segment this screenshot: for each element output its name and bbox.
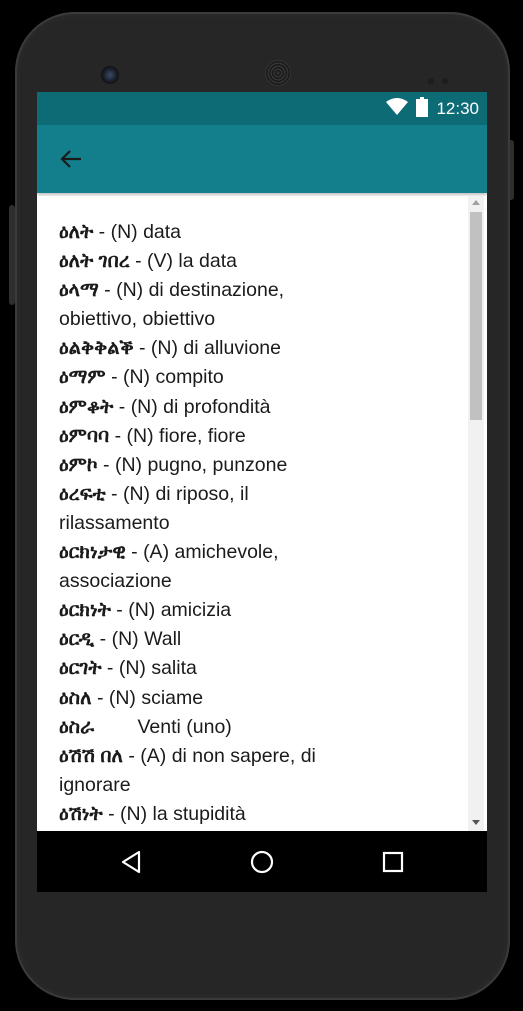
scrollbar-thumb[interactable] [470,212,482,420]
list-item[interactable] [59,393,359,422]
navigation-bar [37,831,487,892]
list-item[interactable] [59,451,359,480]
entry-definition: - (N) fiore, fiore [109,424,246,447]
nav-recents-button[interactable] [373,843,413,881]
entry-definition: - (N) Wall [94,628,182,651]
entry-term: ዕሽሽ በለ [59,744,123,767]
entry-term: ዕለት ገበረ [59,250,130,273]
app-bar [37,125,487,193]
entries-list [59,218,459,829]
entry-term: ዕምቆት [59,395,114,418]
entry-definition: - (N) salita [101,657,197,680]
list-item[interactable] [59,247,359,276]
arrow-left-icon [60,149,82,169]
entry-term: ዕስለ [59,686,92,709]
entry-term: ዕልቅቅልቕ [59,337,134,360]
entry-term: ዕስራ [59,715,95,738]
list-item[interactable] [59,363,359,392]
status-bar [37,92,487,125]
entry-definition: - (A) di non sapere, di ignorare [59,744,322,796]
list-item[interactable] [59,334,359,363]
list-item[interactable] [59,596,359,625]
battery-icon [416,97,428,121]
entry-definition: - (V) la data [129,250,237,273]
status-time: 12:30 [436,99,479,118]
entry-definition: - (N) la stupidità [102,802,246,825]
entry-term: ዕምኮ [59,453,98,476]
scroll-up-icon[interactable] [472,200,480,205]
entry-term: ዕምባባ [59,424,110,447]
scrollbar[interactable] [468,196,484,831]
list-item[interactable] [59,684,359,713]
list-item[interactable] [59,276,359,334]
entry-term: ዕርገት [59,657,102,680]
back-button[interactable] [55,143,87,175]
recents-square-icon [382,851,404,873]
list-item[interactable] [59,654,359,683]
entry-term: ዕርክነታዊ [59,541,126,564]
entry-definition: Venti (uno) [94,715,232,738]
nav-home-button[interactable] [242,843,282,881]
entry-term: ዕለት [59,221,94,243]
entry-definition: - (N) di riposo, il rilassamento [59,482,255,534]
list-item[interactable] [59,218,359,247]
entry-definition: - (N) compito [105,366,224,389]
entry-definition: - (N) di destinazione, obiettivo, obiettivo [59,279,290,331]
entry-term: ዕርዲ [59,628,95,651]
nav-back-button[interactable] [111,843,151,881]
entry-definition: - (N) di alluvione [133,337,281,360]
list-item[interactable] [59,625,359,654]
entry-definition: - (N) data [93,221,182,243]
home-circle-icon [250,850,274,874]
entry-term: ዕማም [59,366,106,389]
entry-definition: - (N) pugno, punzone [97,453,288,476]
front-camera [101,66,119,84]
scroll-down-icon[interactable] [472,820,480,825]
sensor-dots [428,69,458,75]
entry-definition: - (N) amicizia [110,599,232,622]
list-item[interactable] [59,800,359,829]
entry-term: ዕላማ [59,279,99,302]
screen [37,92,487,892]
wifi-icon [386,98,408,120]
list-item[interactable] [59,742,359,800]
list-item[interactable] [59,713,359,742]
list-item[interactable] [59,422,359,451]
list-item[interactable] [59,480,359,538]
entry-definition: - (N) sciame [91,686,204,709]
word-list[interactable] [37,196,487,831]
entry-definition: - (A) amichevole, associazione [59,541,284,593]
entry-term: ዕሽነት [59,802,103,825]
earpiece-speaker [265,60,291,86]
list-item[interactable] [59,538,359,596]
entry-term: ዕርክነት [59,599,111,622]
entry-definition: - (N) di profondità [113,395,271,418]
entry-term: ዕረፍቲ [59,482,106,505]
back-triangle-icon [120,850,142,874]
